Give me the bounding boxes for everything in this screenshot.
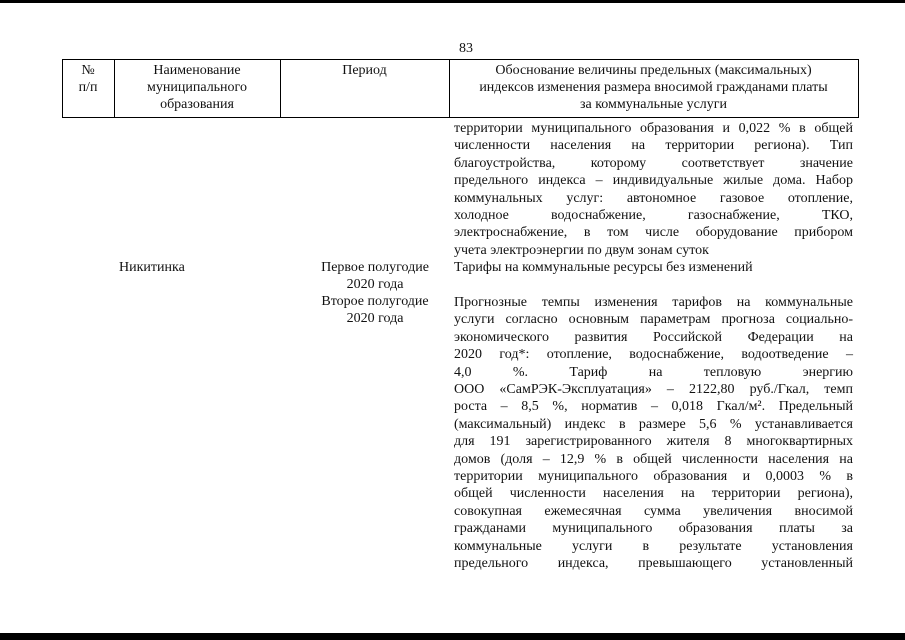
paragraph-line: 2020 год*: отопление, водоснабжение, водоотведение – bbox=[454, 347, 853, 363]
header-col-period bbox=[280, 62, 449, 79]
paragraph-line: (максимальный) индекс в размере 5,6 % устанавливается bbox=[454, 416, 853, 432]
header-col-municipality-line: Наименование bbox=[153, 63, 241, 78]
paragraph-line: Прогнозные темпы изменения тарифов на коммунальные bbox=[454, 295, 853, 310]
paragraph-line: коммунальных услуг: автономное газовое отопление, bbox=[454, 190, 853, 206]
period-first-half-text: Тарифы на коммунальные ресурсы без изменений bbox=[454, 260, 753, 275]
paragraph-line: численности населения на территории региона). Тип bbox=[454, 138, 853, 154]
header-col-justification bbox=[449, 62, 858, 113]
paragraph-line: 4,0 %. Тариф на тепловую энергию bbox=[454, 364, 853, 380]
scan-top-border bbox=[0, 0, 905, 3]
paragraph-line: роста – 8,5 %, норматив – 0,018 Гкал/м². Предельный bbox=[454, 399, 853, 415]
paragraph-line: для 191 зарегистрированного жителя 8 многоквартирных bbox=[454, 434, 853, 450]
header-col-municipality-line: муниципального bbox=[147, 80, 247, 95]
paragraph-line: экономического развития Российской Федерации на bbox=[454, 329, 853, 345]
scan-bottom-border bbox=[0, 633, 905, 640]
header-col-number-line: № bbox=[81, 63, 95, 78]
header-col-justification-line: Обоснование величины предельных (максимальных) bbox=[495, 63, 812, 78]
paragraph-line: благоустройства, которому соответствует значение bbox=[454, 155, 853, 171]
period-second-half-line: Второе полугодие bbox=[321, 294, 429, 309]
paragraph-line: совокупная ежемесячная сумма увеличения вносимой bbox=[454, 503, 853, 519]
period-second-half bbox=[300, 293, 450, 327]
table-right-border bbox=[858, 59, 859, 118]
paragraph-line: гражданами муниципального образования платы за bbox=[454, 521, 853, 537]
paragraph-line: холодное водоснабжение, газоснабжение, ТКО, bbox=[454, 208, 853, 224]
paragraph-line: территории муниципального образования и 0,0003 % в bbox=[454, 469, 853, 485]
paragraph-line: общей численности населения на территории региона), bbox=[454, 486, 853, 502]
table-top-rule bbox=[62, 59, 859, 60]
paragraph-line: предельного индекса – индивидуальные жилые дома. Набор bbox=[454, 173, 853, 189]
period-first-half-line: 2020 года bbox=[346, 277, 404, 292]
period-first-half bbox=[300, 259, 450, 293]
header-col-municipality-line: образования bbox=[160, 97, 234, 112]
paragraph-line: территории муниципального образования и 0,022 % в общей bbox=[454, 121, 853, 136]
header-col-municipality bbox=[114, 62, 280, 113]
continuation-paragraph bbox=[454, 120, 853, 259]
paragraph-line: услуги согласно основным параметрам прогноза социально- bbox=[454, 312, 853, 328]
page-number: 83 bbox=[459, 41, 473, 56]
header-col-number-line: п/п bbox=[78, 80, 98, 95]
table-header-bottom-rule bbox=[62, 117, 859, 118]
header-col-justification-line: индексов изменения размера вносимой гражданами платы bbox=[479, 80, 828, 95]
paragraph-line: домов (доля – 12,9 % в общей численности населения на bbox=[454, 451, 853, 467]
period-second-half-line: 2020 года bbox=[346, 311, 404, 326]
paragraph-line: учета электроэнергии по двум зонам суток bbox=[454, 242, 709, 258]
municipality-name: Никитинка bbox=[119, 260, 185, 275]
header-col-justification-line: за коммунальные услуги bbox=[579, 97, 728, 112]
period-first-half-line: Первое полугодие bbox=[321, 260, 429, 275]
paragraph-line: электроснабжение, в том числе оборудование прибором bbox=[454, 225, 853, 241]
header-col-number bbox=[62, 62, 114, 96]
paragraph-line: предельного индекса, превышающего установленный bbox=[454, 556, 853, 572]
header-col-period-line: Период bbox=[342, 63, 387, 78]
period-second-half-text bbox=[454, 294, 853, 573]
paragraph-line: коммунальные услуги в результате установления bbox=[454, 538, 853, 554]
paragraph-line: ООО «СамРЭК-Эксплуатация» – 2122,80 руб./Гкал, темп bbox=[454, 382, 853, 398]
